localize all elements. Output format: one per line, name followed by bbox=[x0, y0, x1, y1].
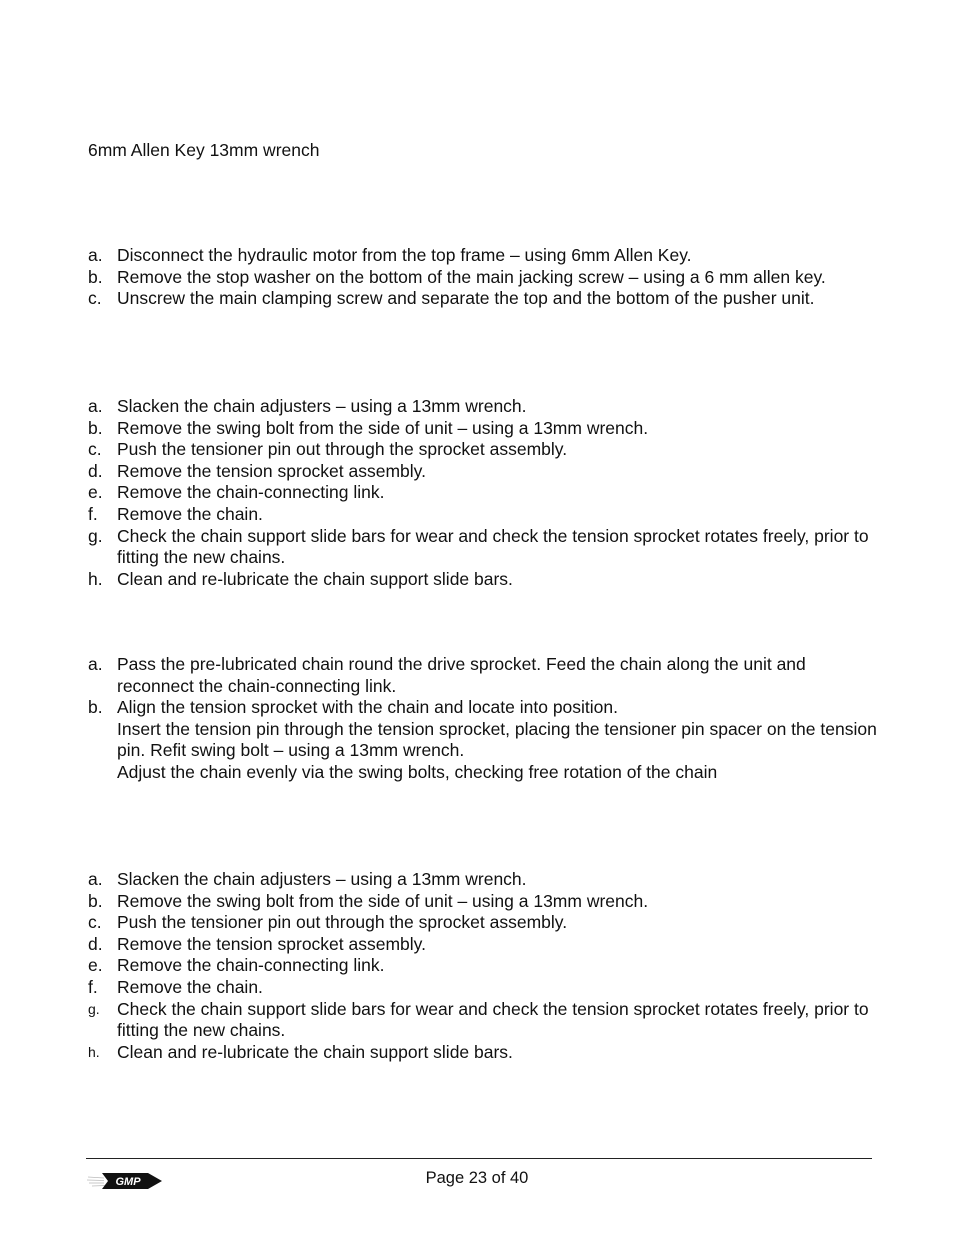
list-item-text: Push the tensioner pin out through the sprocket assembly. bbox=[117, 439, 568, 460]
list-item-text: Disconnect the hydraulic motor from the top frame – using 6mm Allen Key. bbox=[117, 245, 692, 265]
list-marker: a. bbox=[88, 654, 103, 674]
list-marker: b. bbox=[88, 417, 103, 438]
list-item bbox=[88, 934, 878, 956]
list-item bbox=[88, 569, 878, 591]
list-item bbox=[88, 869, 878, 891]
list-item-text: Remove the chain. bbox=[117, 503, 263, 524]
list-marker: h. bbox=[88, 568, 103, 589]
list-item bbox=[88, 396, 878, 418]
list-item bbox=[88, 912, 878, 934]
list-marker: e. bbox=[88, 955, 103, 976]
list-item bbox=[88, 504, 878, 526]
list-item bbox=[88, 697, 878, 719]
list-item bbox=[88, 267, 878, 289]
list-marker: c. bbox=[88, 439, 102, 460]
list-item bbox=[88, 1042, 878, 1064]
footer-divider bbox=[86, 1158, 872, 1159]
list-item-text: Clean and re-lubricate the chain support slide bars. bbox=[117, 1041, 513, 1062]
list-item bbox=[88, 654, 878, 697]
list-item-text: Adjust the chain evenly via the swing bolts, checking free rotation of the chain bbox=[117, 761, 718, 782]
list-marker: a. bbox=[88, 869, 103, 889]
page-number: Page 23 of 40 bbox=[425, 1169, 529, 1187]
list-item bbox=[88, 999, 878, 1042]
list-item bbox=[88, 482, 878, 504]
list-item bbox=[88, 288, 878, 310]
list-item-text: Remove the swing bolt from the side of unit – using a 13mm wrench. bbox=[117, 890, 649, 911]
disassembly-steps bbox=[88, 245, 878, 310]
list-item bbox=[88, 526, 878, 569]
list-marker: d. bbox=[88, 933, 103, 954]
list-marker: d. bbox=[88, 460, 103, 481]
list-marker: b. bbox=[88, 890, 103, 911]
second-chain-removal-steps bbox=[88, 869, 878, 1063]
list-item-text: Check the chain support slide bars for wear and check the tension sprocket rotates freely, prior to fitting the new chains. bbox=[117, 998, 869, 1041]
list-item bbox=[88, 461, 878, 483]
list-item bbox=[88, 719, 878, 762]
list-marker: f. bbox=[88, 503, 98, 524]
list-item-text: Clean and re-lubricate the chain support slide bars. bbox=[117, 568, 513, 589]
list-item bbox=[88, 439, 878, 461]
list-marker: g. bbox=[88, 1000, 100, 1017]
list-item-text: Push the tensioner pin out through the sprocket assembly. bbox=[117, 912, 568, 933]
list-item-text: Remove the tension sprocket assembly. bbox=[117, 933, 426, 954]
list-item-text: Unscrew the main clamping screw and separate the top and the bottom of the pusher unit. bbox=[117, 288, 815, 309]
list-item-text: Align the tension sprocket with the chain and locate into position. bbox=[117, 697, 619, 718]
list-marker: a. bbox=[88, 396, 103, 416]
list-marker: g. bbox=[88, 525, 103, 546]
list-marker: a. bbox=[88, 245, 103, 265]
chain-fitting-steps bbox=[88, 654, 878, 784]
list-item-text: Remove the chain-connecting link. bbox=[117, 482, 385, 503]
list-item bbox=[88, 955, 878, 977]
list-item-text: Remove the stop washer on the bottom of the main jacking screw – using a 6 mm allen key. bbox=[117, 266, 826, 287]
list-item bbox=[88, 245, 878, 267]
list-item-text: Remove the tension sprocket assembly. bbox=[117, 460, 426, 481]
list-item-text: Slacken the chain adjusters – using a 13mm wrench. bbox=[117, 869, 527, 889]
list-item bbox=[88, 891, 878, 913]
list-item-text: Remove the chain. bbox=[117, 976, 263, 997]
list-marker: c. bbox=[88, 912, 102, 933]
svg-text:GMP: GMP bbox=[115, 1176, 141, 1188]
chain-removal-steps bbox=[88, 396, 878, 590]
list-marker: c. bbox=[88, 288, 102, 309]
list-item bbox=[88, 418, 878, 440]
list-marker: e. bbox=[88, 482, 103, 503]
tools-list: 6mm Allen Key 13mm wrench bbox=[88, 140, 320, 160]
list-marker: b. bbox=[88, 697, 103, 718]
list-marker: h. bbox=[88, 1043, 100, 1060]
list-item-text: Insert the tension pin through the tension sprocket, placing the tensioner pin spacer on the tension pin. Refit swing bolt – using a 13mm wrench. bbox=[117, 718, 877, 761]
list-item-text: Remove the chain-connecting link. bbox=[117, 955, 385, 976]
list-item bbox=[88, 762, 878, 784]
list-item-text: Check the chain support slide bars for wear and check the tension sprocket rotates freely, prior to fitting the new chains. bbox=[117, 525, 869, 568]
list-item-text: Remove the swing bolt from the side of unit – using a 13mm wrench. bbox=[117, 417, 649, 438]
list-marker: f. bbox=[88, 976, 98, 997]
list-item-text: Slacken the chain adjusters – using a 13mm wrench. bbox=[117, 396, 527, 416]
list-item bbox=[88, 977, 878, 999]
list-marker: b. bbox=[88, 266, 103, 287]
list-item-text: Pass the pre-lubricated chain round the drive sprocket. Feed the chain along the unit and reconnect the chain-connecting link. bbox=[117, 654, 806, 696]
